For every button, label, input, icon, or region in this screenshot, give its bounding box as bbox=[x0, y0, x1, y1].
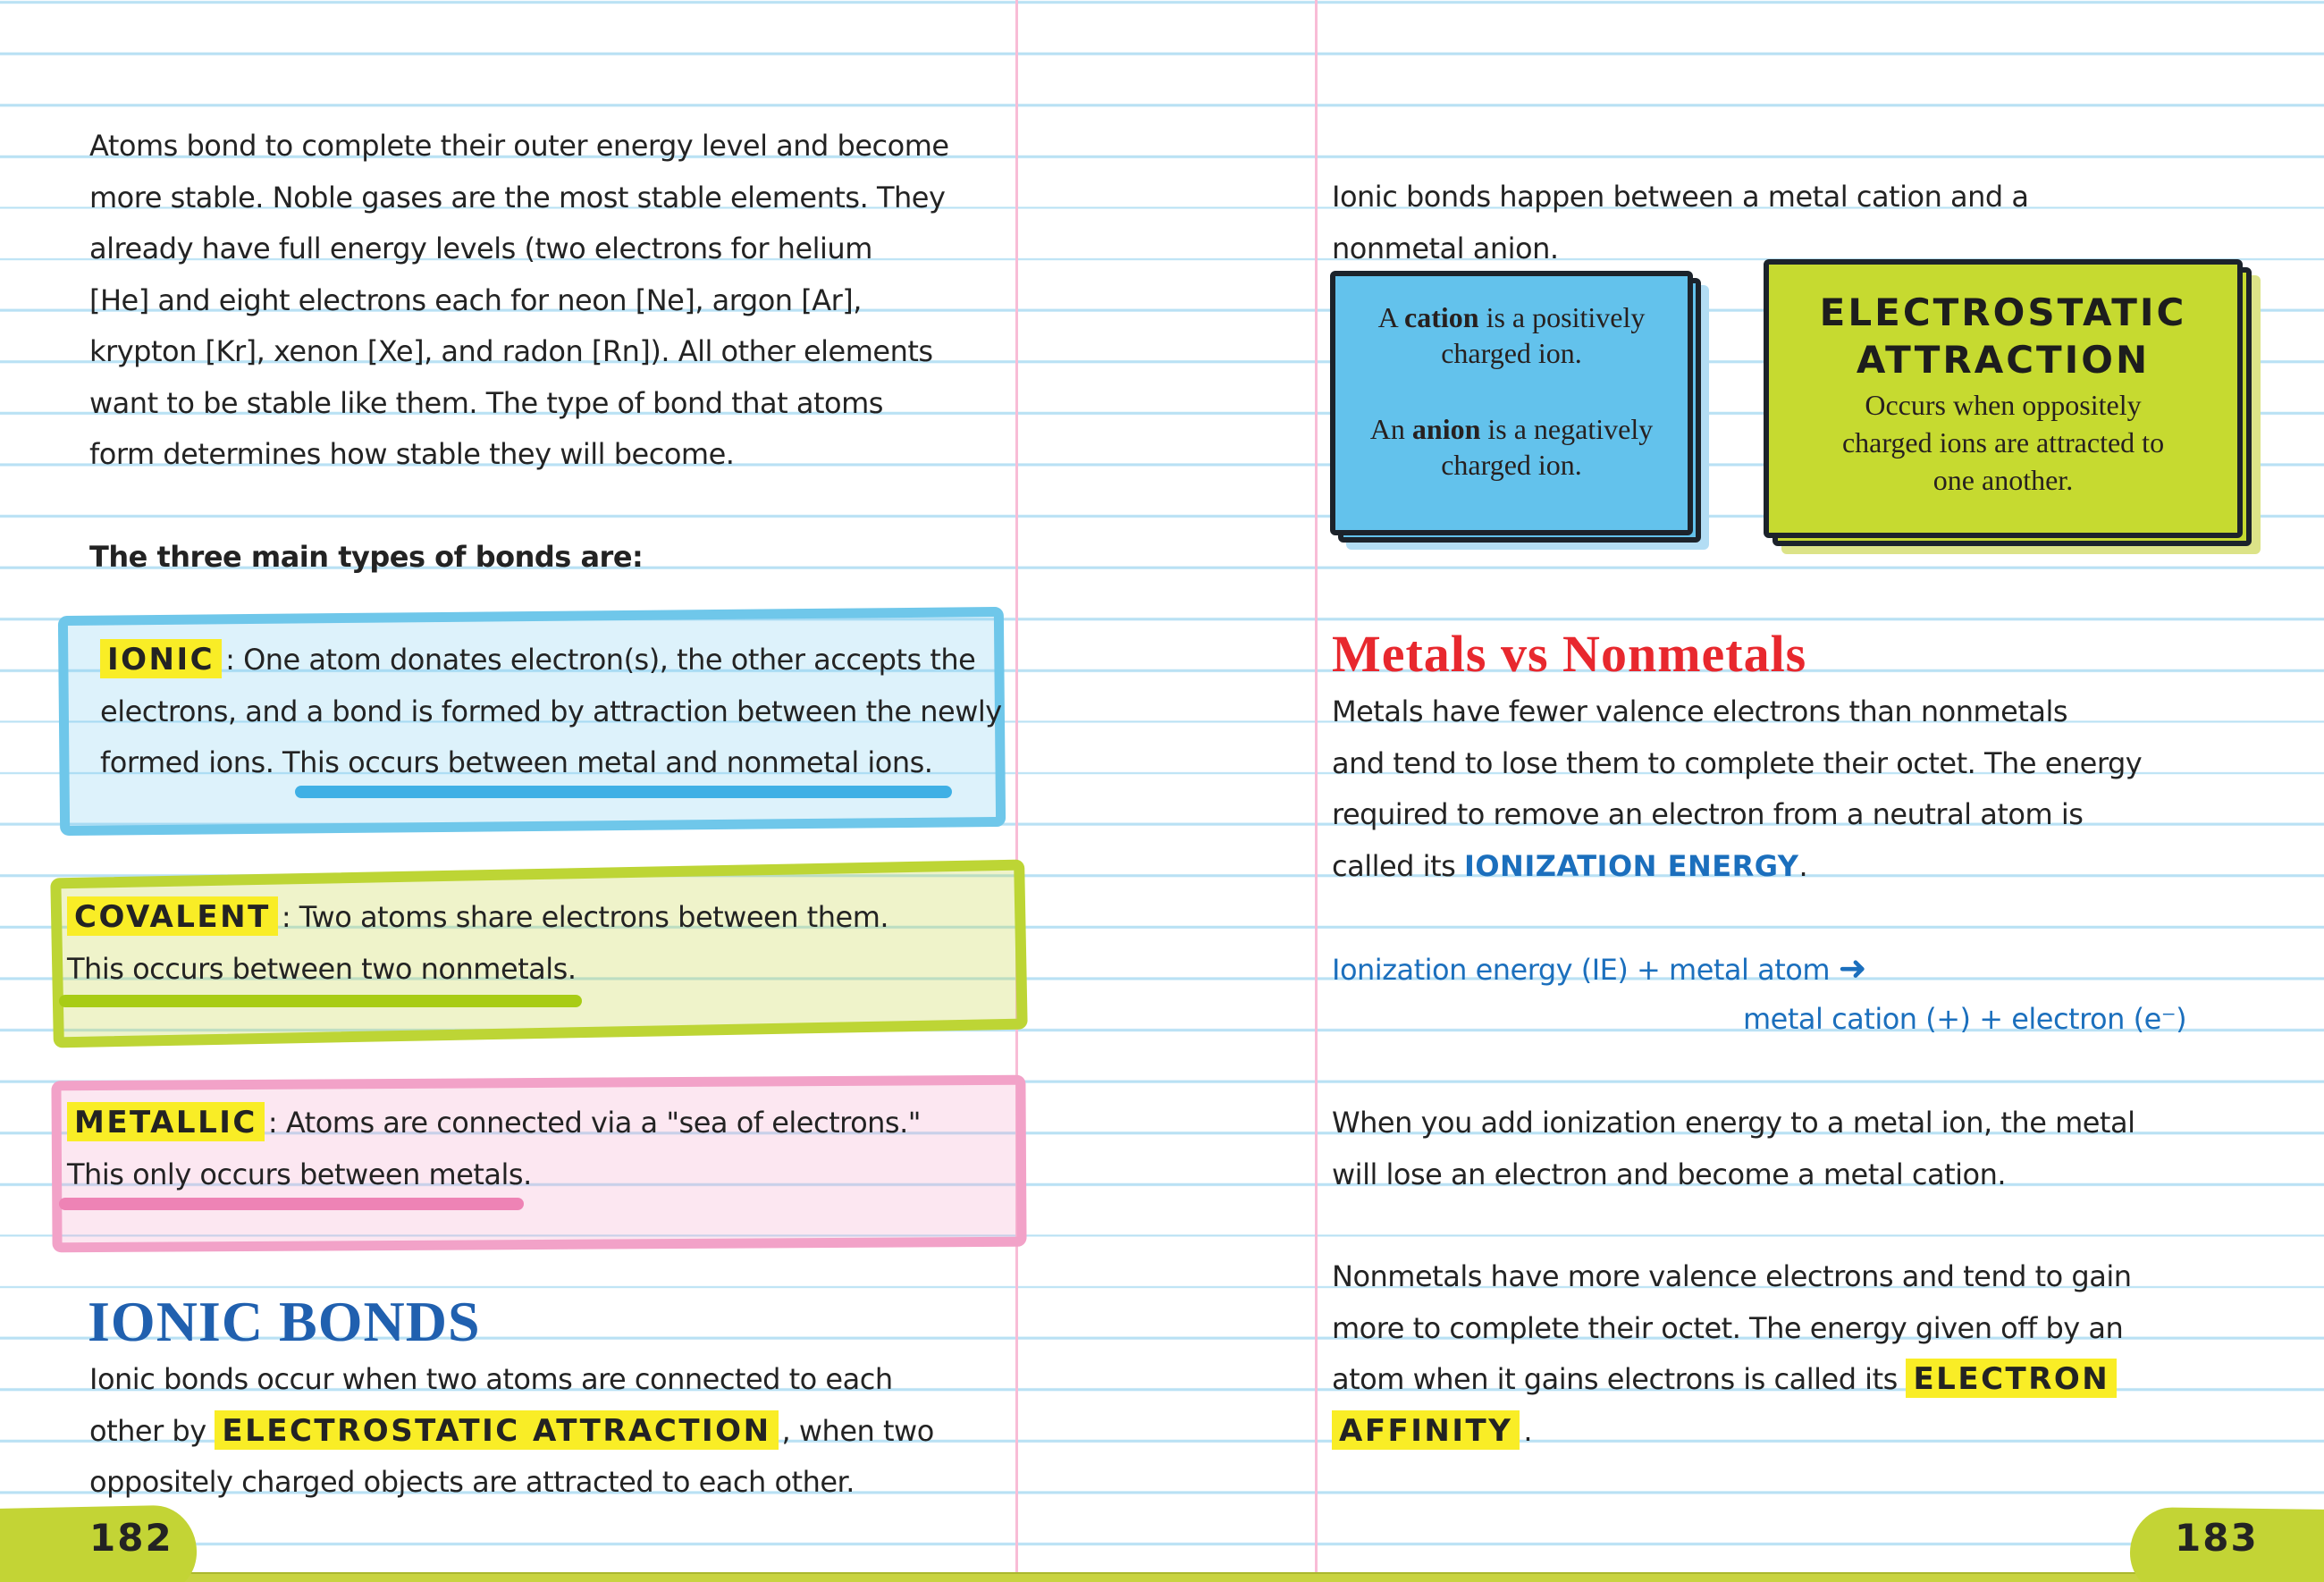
page-number-left: 182 bbox=[89, 1516, 173, 1560]
metallic-underline bbox=[59, 1198, 524, 1210]
attraction-note-title: ELECTROSTATIC ATTRACTION bbox=[1819, 290, 2187, 382]
attraction-note-body: Occurs when oppositely charged ions are attracted to one another. bbox=[1841, 389, 2165, 496]
ionization-equation-line2: metal cation (+) + electron (e⁻) bbox=[1743, 1002, 2187, 1036]
ionization-equation-line1: Ionization energy (IE) + metal atom ➜ bbox=[1332, 948, 1867, 988]
covalent-underline bbox=[59, 995, 582, 1007]
metals-vs-nonmetals-heading: Metals vs Nonmetals bbox=[1332, 625, 1807, 683]
ionic-bonds-cont-paragraph: Ionic bonds happen between a metal cation and a nonmetal anion. bbox=[1332, 180, 2029, 265]
electron-affinity-paragraph: Nonmetals have more valence electrons and tend to gain more to complete their octet. The energy given off by an atom when it gains electrons is called its ELECTRON AFFINITY . bbox=[1332, 1259, 2132, 1449]
ionic-underline bbox=[295, 786, 952, 798]
metallic-box-text: METALLIC : Atoms are connected via a "sea of electrons." This only occurs between metals. bbox=[67, 1098, 921, 1200]
ionic-bonds-paragraph: Ionic bonds occur when two atoms are connected to each other by ELECTROSTATIC ATTRACTION , when two oppositely charged objects are attracted to each other. bbox=[89, 1362, 934, 1499]
left-page-margin-line bbox=[1015, 0, 1018, 1582]
ionization-paragraph: When you add ionization energy to a metal ion, the metal will lose an electron and become a metal cation. bbox=[1332, 1106, 2135, 1191]
covalent-box-text: COVALENT : Two atoms share electrons between them. This occurs between two nonmetals. bbox=[67, 892, 888, 995]
bond-types-intro: The three main types of bonds are: bbox=[89, 540, 644, 574]
metals-paragraph: Metals have fewer valence electrons than nonmetals and tend to lose them to complete their octet. The energy required to remove an electron from a neutral atom is called its IONIZATION ENERGY. bbox=[1332, 694, 2143, 883]
right-page-margin-line bbox=[1315, 0, 1318, 1582]
ionic-bonds-heading: IONIC BONDS bbox=[88, 1290, 481, 1353]
next-page-edge-strip bbox=[0, 1572, 2324, 1582]
page-number-right: 183 bbox=[2175, 1516, 2259, 1560]
ionic-box-text: IONIC : One atom donates electron(s), the other accepts the electrons, and a bond is formed by attraction between the newly formed ions. This occurs between metal and nonmetal ions. bbox=[100, 635, 1002, 789]
intro-paragraph: Atoms bond to complete their outer energy level and become more stable. Noble gases are the most stable elements. They already have full energy levels (two electrons for helium [He] and eight electrons each for neon [Ne], argon [Ar], krypton [Kr], xenon [Xe], and radon [Rn]). All other elements want to be stable like them. The type of bond that atoms form determines how stable they will become. bbox=[89, 129, 949, 471]
cation-note-text: A cation is a positively charged ion. An anion is a negatively charged ion. bbox=[1369, 301, 1654, 481]
